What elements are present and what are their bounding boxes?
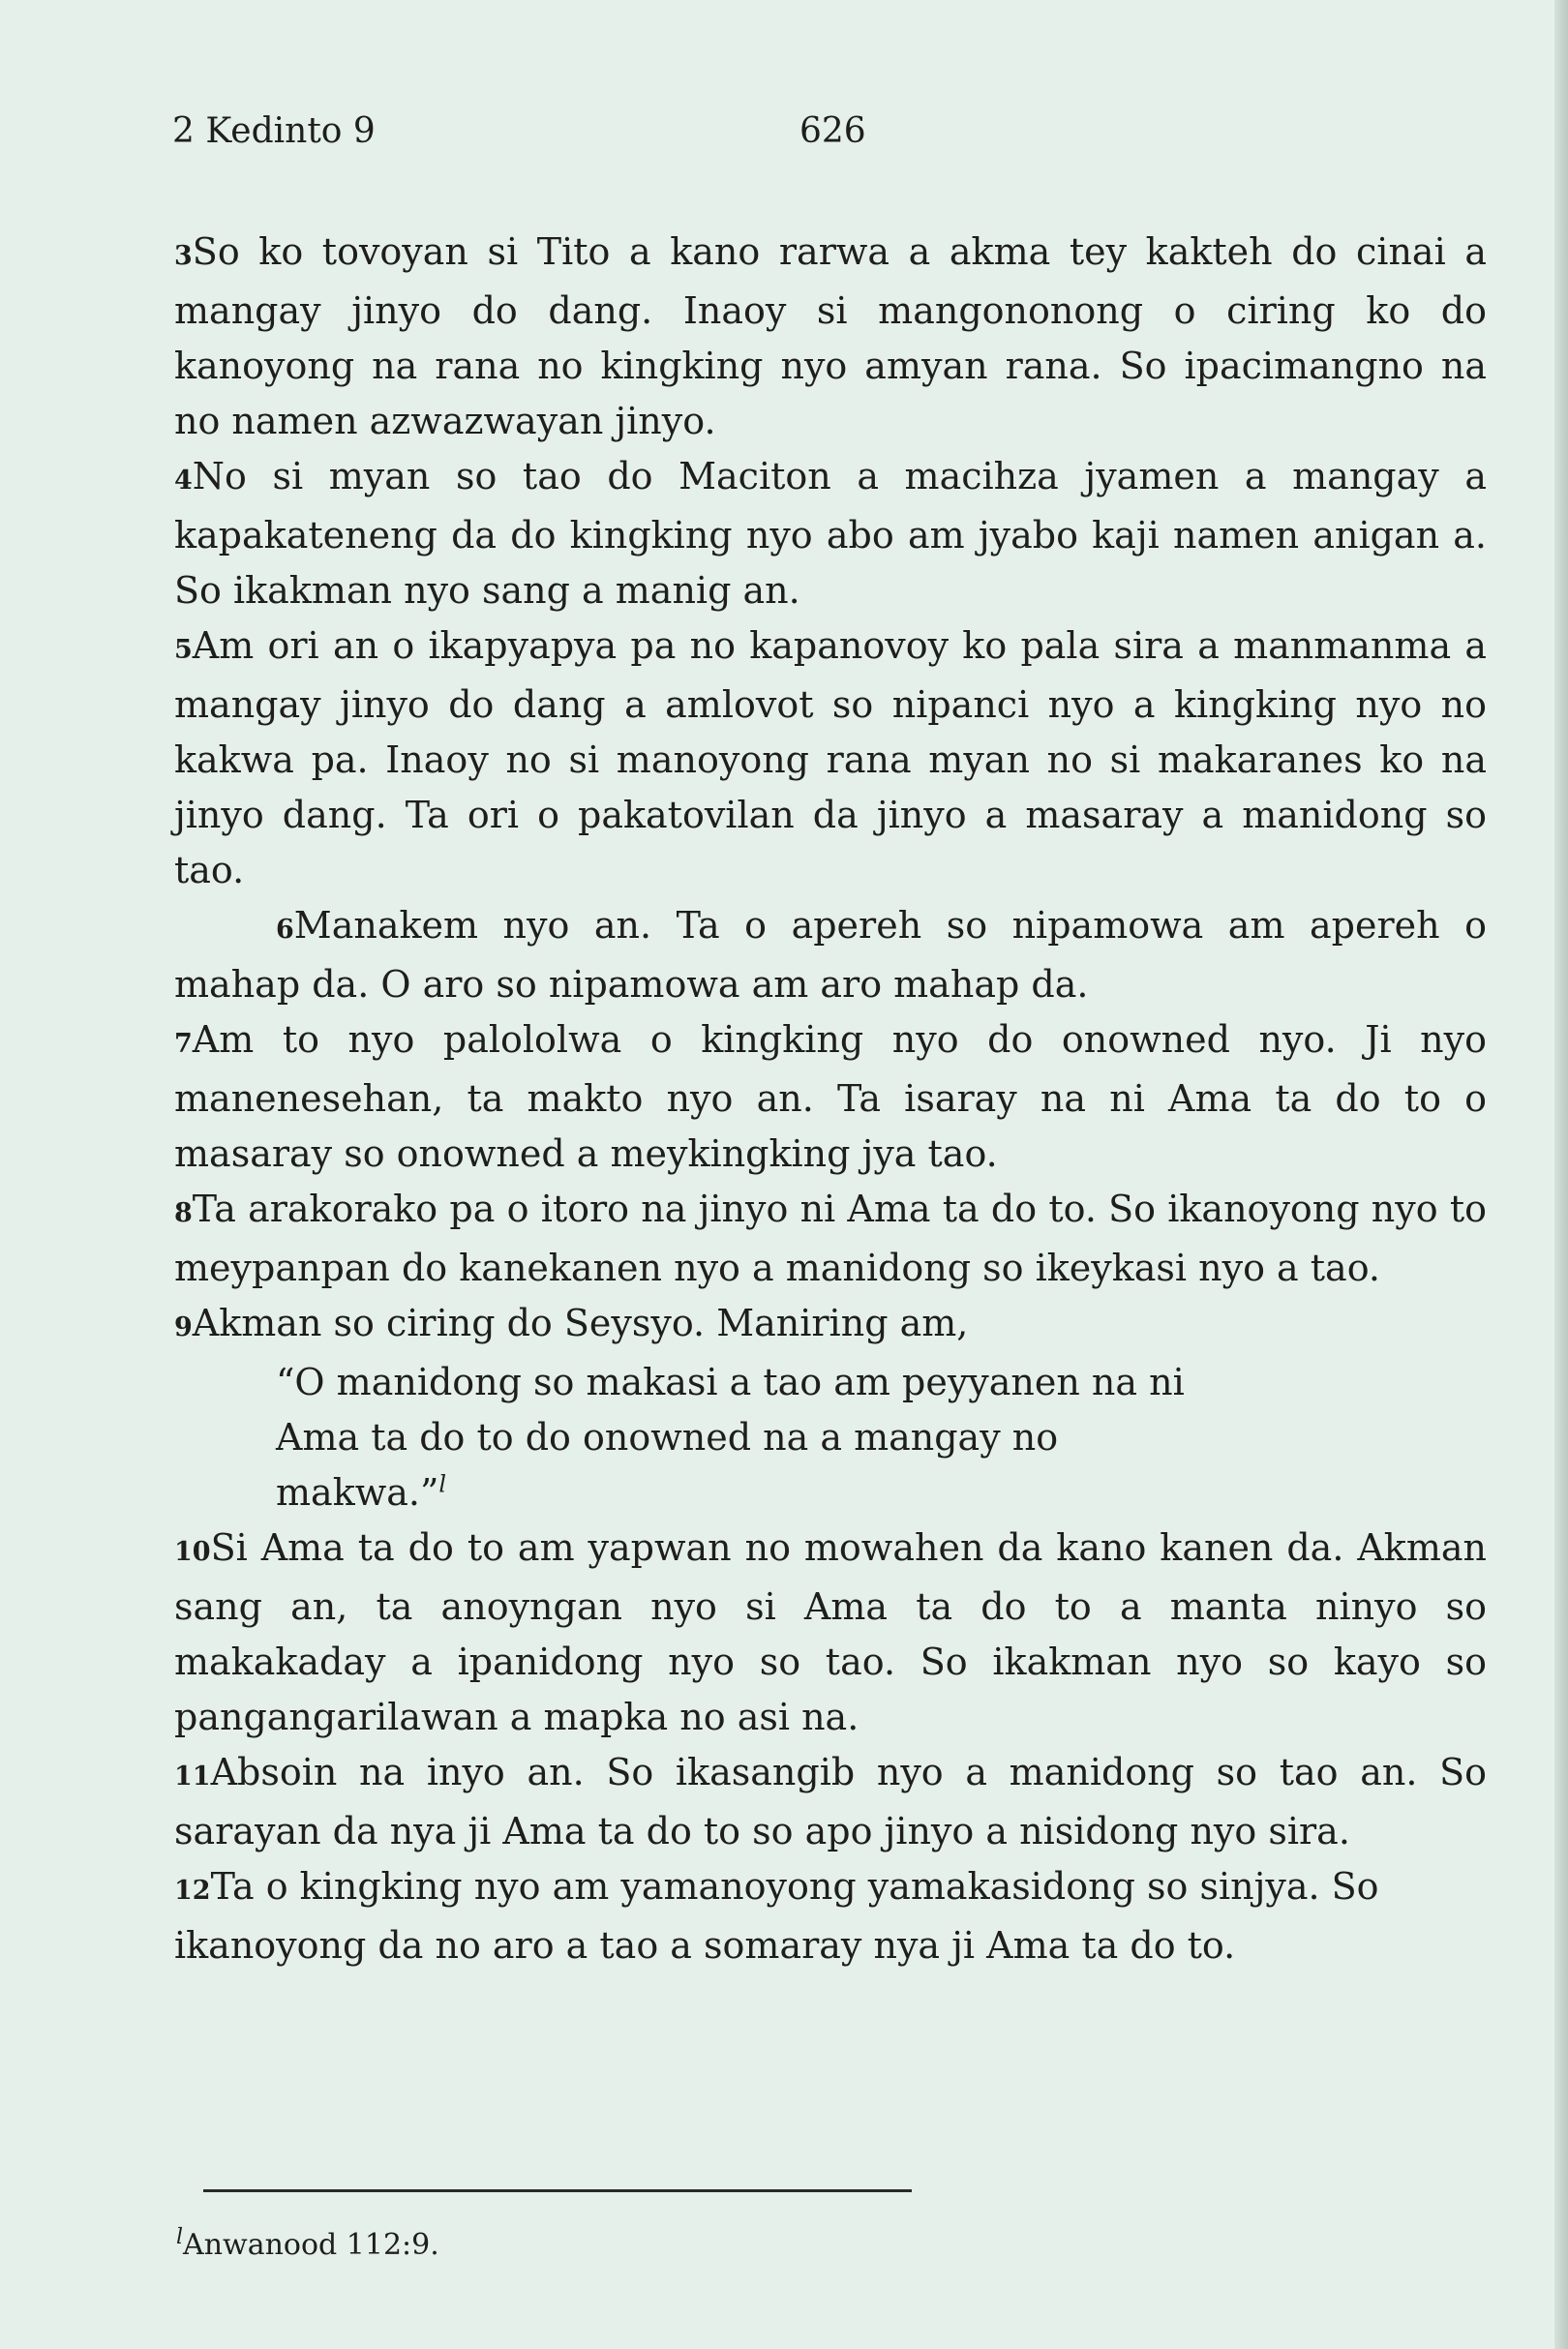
verse-4: [174, 449, 1487, 618]
verse-text: So ko tovoyan si Tito a kano rarwa a akma tey kakteh do cinai a mangay jinyo do dang. Inaoy si mangononong o ciring ko do kanoyong na rana no kingking nyo amyan rana. So ipacimangno na no namen azwazwayan jinyo.: [174, 230, 1487, 442]
verse-3: [174, 225, 1487, 449]
quote-line-2: Ama ta do to do onowned na a mangay no: [276, 1416, 1059, 1459]
verse-8: [174, 1182, 1487, 1296]
page-edge: [1554, 0, 1568, 2349]
book-chapter-title: 2 Kedinto 9: [172, 111, 376, 151]
verse-9: [174, 1296, 1487, 1355]
verse-number: 11: [174, 1762, 211, 1792]
verse-number: 3: [174, 241, 193, 271]
verse-number: 8: [174, 1198, 193, 1228]
verse-number: 10: [174, 1537, 211, 1567]
running-header: [172, 106, 1489, 157]
verse-number: 6: [276, 915, 294, 945]
verse-text: Ta o kingking nyo am yamanoyong yamakasidong so sinjya. So ikanoyong da no aro a tao a somaray nya ji Ama ta do to.: [174, 1865, 1379, 1967]
verse-number: 9: [174, 1312, 193, 1342]
scripture-text: [174, 225, 1487, 1973]
verse-number: 12: [174, 1876, 211, 1906]
verse-text: Akman so ciring do Seysyo. Maniring am,: [192, 1302, 969, 1344]
verse-6: [174, 898, 1487, 1012]
footnote-marker[interactable]: l: [438, 1470, 447, 1498]
footnote-divider: [203, 2189, 912, 2192]
page-number: 626: [799, 111, 866, 151]
verse-10: [174, 1521, 1487, 1745]
verse-number: 5: [174, 635, 193, 665]
verse-text: No si myan so tao do Maciton a macihza jyamen a mangay a kapakateneng da do kingking nyo abo am jyabo kaji namen anigan a. So ikakman nyo sang a manig an.: [174, 455, 1487, 612]
verse-7: [174, 1012, 1487, 1182]
quote-line-1: “O manidong so makasi a tao am peyyanen na ni: [276, 1361, 1185, 1403]
verse-11: [174, 1745, 1487, 1859]
footnote-reference: Anwanood 112:9.: [183, 2228, 439, 2262]
verse-text: Si Ama ta do to am yapwan no mowahen da kano kanen da. Akman sang an, ta anoyngan nyo si Ama ta do to a manta ninyo so makakaday a ipanidong nyo so tao. So ikakman nyo so kayo so pangangarilawan a mapka no asi na.: [174, 1526, 1487, 1738]
verse-5: [174, 618, 1487, 898]
verse-number: 4: [174, 466, 193, 496]
poetic-quote: [174, 1355, 1487, 1521]
verse-text: Absoin na inyo an. So ikasangib nyo a manidong so tao an. So sarayan da nya ji Ama ta do to so apo jinyo a nisidong nyo sira.: [174, 1751, 1487, 1852]
footnote-marker-label: l: [176, 2225, 184, 2249]
verse-text: Ta arakorako pa o itoro na jinyo ni Ama ta do to. So ikanoyong nyo to meypanpan do kanekanen nyo a manidong so ikeykasi nyo a tao.: [174, 1188, 1487, 1289]
footnote: [176, 2226, 1144, 2265]
verse-12: [174, 1859, 1487, 1973]
verse-text: Am ori an o ikapyapya pa no kapanovoy ko pala sira a manmanma a mangay jinyo do dang a amlovot so nipanci nyo a kingking nyo no kakwa pa. Inaoy no si manoyong rana myan no si makaranes ko na jinyo dang. Ta ori o pakatovilan da jinyo a masaray a manidong so tao.: [174, 624, 1487, 891]
verse-number: 7: [174, 1029, 193, 1059]
quote-line-3: makwa.”: [276, 1471, 439, 1514]
verse-text: Am to nyo palololwa o kingking nyo do onowned nyo. Ji nyo manenesehan, ta makto nyo an. Ta isaray na ni Ama ta do to o masaray so onowned a meykingking jya tao.: [174, 1018, 1487, 1175]
verse-text: Manakem nyo an. Ta o apereh so nipamowa am apereh o mahap da. O aro so nipamowa am aro mahap da.: [174, 904, 1487, 1006]
